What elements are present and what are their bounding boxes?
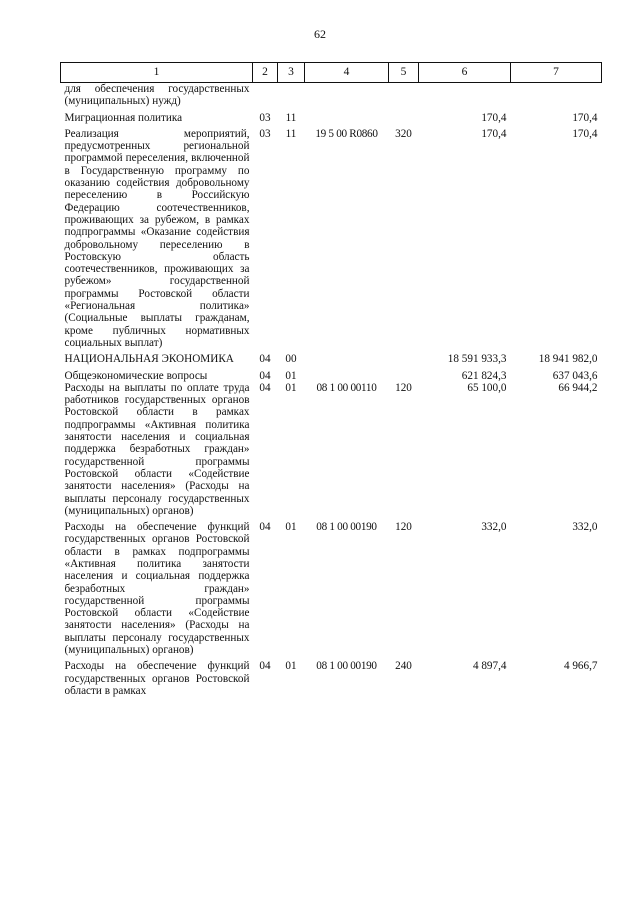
row-expense-type [389,349,419,365]
row-target-code [305,108,389,124]
row-section: 04 [259,353,271,366]
row-amount-2: 332,0 [572,521,598,534]
row-target-code: 08 1 00 00190 [316,660,377,673]
header-row [61,63,602,83]
row-amount-2: 66 944,2 [558,381,598,394]
row-expense-type: 320 [395,127,412,140]
row-expense-type [389,83,419,108]
row-amount-1: 4 897,4 [472,660,507,673]
header-col-3: 3 [278,63,305,83]
header-col-2: 2 [253,63,278,83]
budget-table [60,62,602,697]
row-target-code: 08 1 00 00110 [316,381,377,394]
row-amount-1 [419,83,511,108]
row-subsection: 01 [285,521,297,534]
row-amount-2 [511,83,602,108]
row-target-code [305,83,389,108]
table-row [61,349,602,365]
row-name: Расходы на обеспечение функций государственных органов Ростовской области в рамках подпрограммы «Активная политика занятости населения и социальная поддержка безработных граждан» государственной программы Ростовской области «Содействие занятости населения» (Расходы на выплаты персоналу государственных (муниципальных) органов) [64,521,250,657]
row-target-code [305,349,389,365]
row-amount-1: 65 100,0 [467,381,507,394]
row-subsection: 00 [285,353,297,366]
table-row [61,382,602,517]
header-col-7: 7 [511,63,602,83]
row-expense-type: 240 [395,660,412,673]
row-section [253,83,278,108]
table-body [61,83,602,698]
row-amount-1: 621 824,3 [461,369,507,382]
row-amount-2: 637 043,6 [552,369,598,382]
table-row [61,656,602,697]
row-name: НАЦИОНАЛЬНАЯ ЭКОНОМИКА [64,353,234,366]
row-target-code: 19 5 00 R0860 [315,127,378,140]
page-number: 62 [314,27,326,41]
header-col-1: 1 [61,63,253,83]
header-col-4: 4 [305,63,389,83]
row-subsection: 11 [285,127,297,140]
row-amount-1: 18 591 933,3 [447,353,507,366]
row-name: Реализация мероприятий, предусмотренных региональной программой переселения, включенной в Государственную программу по оказанию содействия добровольному переселению в Российскую Федерацию соотечественников, проживающих за рубежом, в рамках подпрограммы «Оказание содействия добровольному переселению в Ростовскую область соотечественников, проживающих за рубежом» государственной программы Ростовской области «Региональная политика» (Социальные выплаты гражданам, кроме публичных нормативных социальных выплат) [64,127,250,349]
table-row [61,108,602,124]
row-amount-2: 170,4 [572,127,598,140]
row-expense-type: 120 [395,521,412,534]
row-section: 03 [259,111,271,124]
row-amount-2: 4 966,7 [563,660,598,673]
row-subsection [278,83,305,108]
table-row [61,124,602,349]
row-section: 04 [259,381,271,394]
header-col-6: 6 [419,63,511,83]
row-amount-1: 332,0 [481,521,507,534]
row-subsection: 01 [285,660,297,673]
row-expense-type [389,108,419,124]
row-subsection: 01 [285,369,297,382]
table-row [61,366,602,382]
row-amount-2: 18 941 982,0 [538,353,598,366]
row-section: 03 [259,127,271,140]
row-amount-2: 170,4 [572,111,598,124]
row-name: Общеэкономические вопросы [64,369,208,382]
row-expense-type: 120 [395,381,412,394]
row-amount-1: 170,4 [481,127,507,140]
row-section: 04 [259,369,271,382]
row-expense-type [389,366,419,382]
row-section: 04 [259,521,271,534]
table-row [61,83,602,108]
table-header [61,63,602,83]
header-col-5: 5 [389,63,419,83]
row-section: 04 [259,660,271,673]
row-subsection: 01 [285,381,297,394]
row-name: Расходы на выплаты по оплате труда работников государственных органов Ростовской области в рамках подпрограммы «Активная политика занятости населения и социальная поддержка безработных граждан» государственной программы Ростовской области «Содействие занятости населения» (Расходы на выплаты персоналу государственных (муниципальных) органов) [64,381,250,517]
row-amount-1: 170,4 [481,111,507,124]
row-subsection: 11 [285,111,297,124]
row-name: для обеспечения государственных (муниципальных) нужд) [64,83,250,108]
row-target-code: 08 1 00 00190 [316,521,377,534]
row-target-code [305,366,389,382]
row-name: Расходы на обеспечение функций государственных органов Ростовской области в рамках [64,660,250,697]
table-row [61,517,602,656]
row-name: Миграционная политика [64,111,183,124]
